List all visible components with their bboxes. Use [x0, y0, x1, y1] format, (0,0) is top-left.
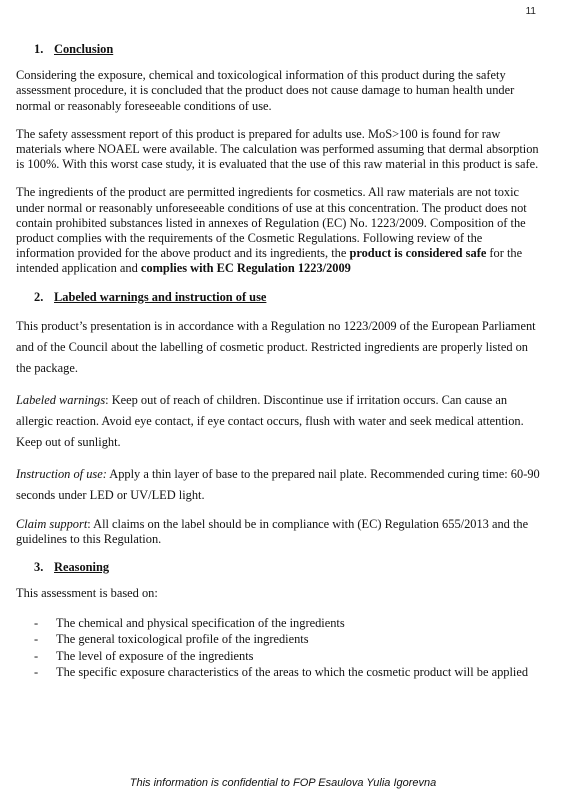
labeled-warnings-label: Labeled warnings [16, 392, 106, 407]
instruction-paragraph [16, 464, 540, 506]
list-item [34, 631, 540, 648]
list-item-text: The general toxicological profile of the ingredients [56, 632, 309, 647]
reasoning-intro: This assessment is based on: [16, 586, 158, 601]
section-heading-warnings [16, 290, 540, 305]
section-number: 3. [34, 560, 44, 575]
document-body [16, 42, 540, 681]
instruction-text: Apply a thin layer of base to the prepared nail plate. Recommended curing time: 60-90 seconds under LED or UV/LED light. [16, 466, 540, 502]
list-item-text: The chemical and physical specification of the ingredients [56, 615, 345, 630]
conclusion-paragraph-1: Considering the exposure, chemical and toxicological information of this product during the safety assessment procedure, it is concluded that the product does not cause damage to human health under normal or reasonably foreseeable conditions of use. [16, 68, 515, 113]
list-bullet: - [34, 632, 39, 647]
section-heading-reasoning [16, 560, 540, 575]
list-bullet: - [34, 648, 39, 663]
list-bullet: - [34, 665, 39, 680]
list-item [34, 664, 540, 681]
claim-support-text: : All claims on the label should be in compliance with (EC) Regulation 655/2013 and the guidelines to this Regulation. [16, 516, 529, 547]
list-bullet: - [34, 615, 39, 630]
claim-support-paragraph [16, 517, 540, 547]
labeled-warnings-text: : Keep out of reach of children. Discontinue use if irritation occurs. Can cause an allergic reaction. Avoid eye contact, if eye contact occurs, flush with water and seek medical attention. Keep out of sunlight. [16, 392, 524, 449]
ingredients-text-middle: for the intended application and [16, 246, 523, 276]
section-heading-conclusion [16, 42, 540, 57]
section-number: 2. [34, 289, 44, 304]
list-item [34, 615, 540, 632]
section-title: Reasoning [54, 560, 110, 575]
conclusion-paragraph-2: The safety assessment report of this product is prepared for adults use. MoS>100 is found for raw materials where NOAEL were available. The calculation was performed assuming that dermal absorption is 100%. With this worst case study, it is evaluated that the use of this raw material in this product is safe. [16, 126, 539, 172]
instruction-label: Instruction of use: [16, 466, 107, 481]
compliance-statement: complies with EC Regulation 1223/2009 [140, 261, 351, 276]
page-number: 11 [525, 6, 536, 17]
claim-support-label: Claim support [16, 516, 88, 531]
section-title: Conclusion [54, 42, 114, 56]
presentation-paragraph: This product’s presentation is in accordance with a Regulation no 1223/2009 of the European Parliament and of the Council about the labelling of cosmetic product. Restricted ingredients are properly listed on the package. [16, 318, 536, 375]
ingredients-text: The ingredients of the product are permitted ingredients for cosmetics. All raw materials are not toxic under normal or reasonably unforeseeable conditions of use at this concentration. The product does not contain prohibited substances listed in annexes of Regulation (EC) No. 1223/2009. Composition of the product complies with the requirements of the Cosmetic Regulations. Following review of the information provided for the above product and its ingredients, the [16, 185, 527, 261]
list-item [34, 648, 540, 665]
labeled-warnings-paragraph [16, 390, 540, 453]
list-item-text: The level of exposure of the ingredients [56, 648, 254, 663]
section-title: Labeled warnings and instruction of use [54, 289, 267, 304]
section-number: 1. [34, 42, 44, 56]
ingredients-paragraph [16, 185, 540, 276]
reasoning-list [16, 615, 540, 681]
safe-statement: product is considered safe [349, 246, 487, 261]
confidentiality-footer: This information is confidential to FOP Esaulova Yulia Igorevna [129, 777, 437, 789]
list-item-text: The specific exposure characteristics of the areas to which the cosmetic product will be applied [56, 665, 529, 680]
